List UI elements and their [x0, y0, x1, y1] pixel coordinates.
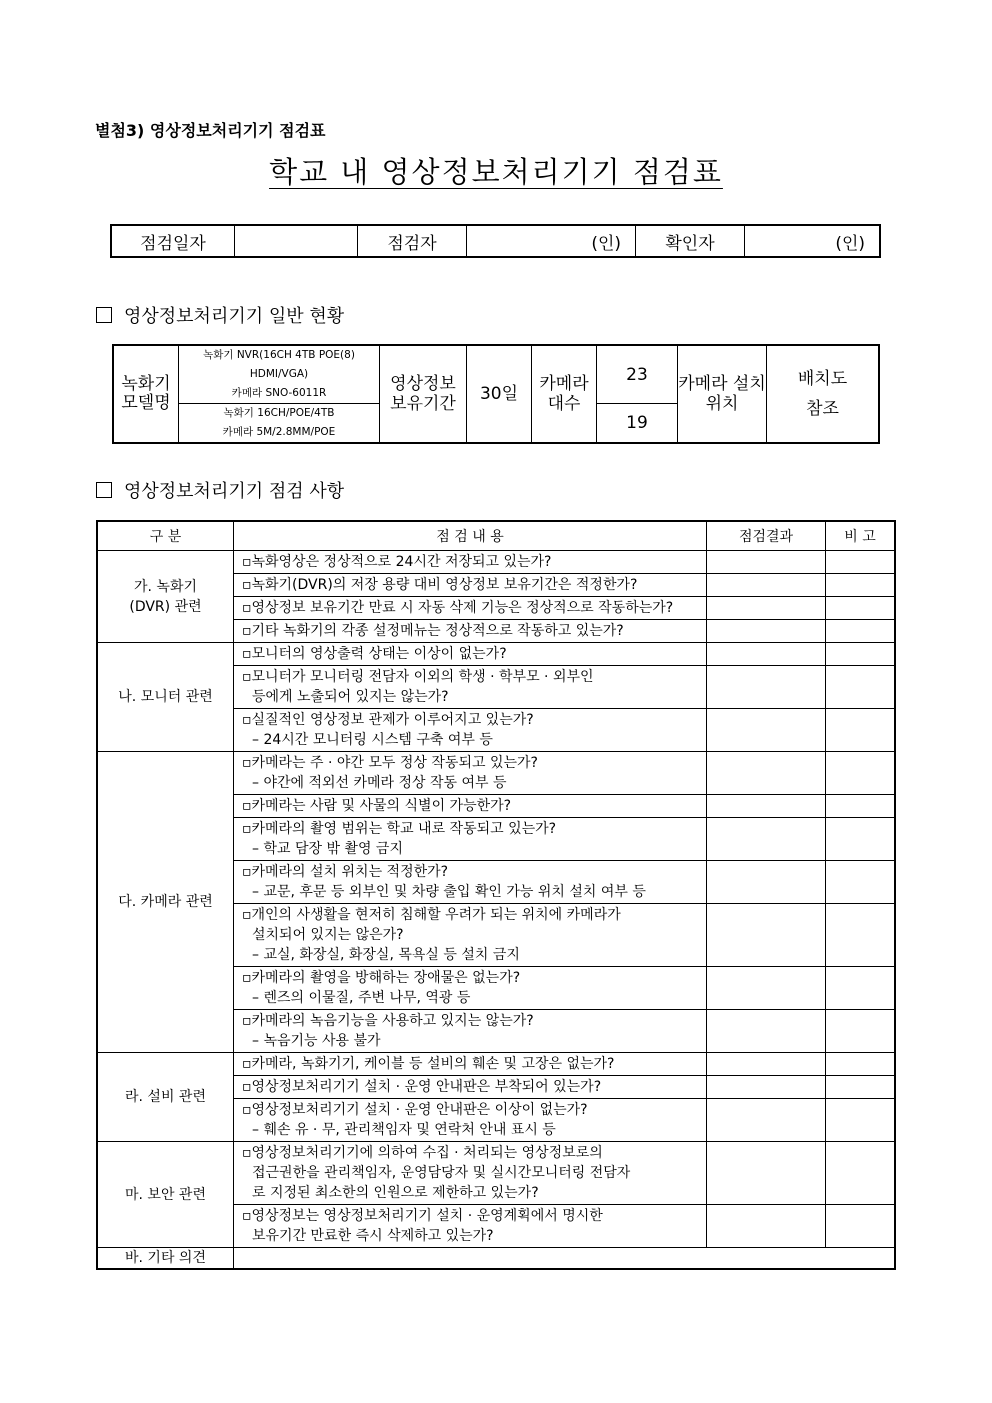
result-cell[interactable] [707, 904, 826, 967]
install-value-line: 참조 [806, 399, 839, 419]
result-cell[interactable] [707, 709, 826, 752]
check-item-question: ▫녹화영상은 정상적으로 24시간 저장되고 있는가? [242, 554, 552, 570]
date-value-field[interactable] [235, 225, 358, 257]
check-item-content [234, 1076, 707, 1099]
result-cell[interactable] [707, 861, 826, 904]
table-row [97, 643, 895, 666]
result-cell[interactable] [707, 1099, 826, 1142]
check-item-content [234, 574, 707, 597]
model-line: 카메라 SNO-6011R [231, 387, 327, 399]
check-item-content [234, 795, 707, 818]
check-item-content [234, 1010, 707, 1053]
check-item-question: ▫영상정보처리기기 설치 · 운영 안내판은 부착되어 있는가? [242, 1079, 602, 1095]
table-row [97, 1248, 895, 1270]
general-status-table [112, 344, 880, 444]
remark-cell[interactable] [826, 643, 896, 666]
check-item-content [234, 1205, 707, 1248]
check-item-question: ▫녹화기(DVR)의 저장 용량 대비 영상정보 보유기간은 적정한가? [242, 577, 638, 593]
header-category: 구 분 [97, 521, 234, 551]
model-line: 카메라 5M/2.8MM/POE [222, 426, 336, 438]
check-item-detail: – 녹음기능 사용 불가 [252, 1033, 381, 1049]
remark-cell[interactable] [826, 574, 896, 597]
page-title-wrap [0, 150, 992, 191]
remark-cell[interactable] [826, 709, 896, 752]
header-remark: 비 고 [826, 521, 896, 551]
checkbox-square-icon [96, 482, 112, 498]
check-item-question: ▫카메라의 설치 위치는 적정한가? [242, 864, 449, 880]
check-item-content [234, 1099, 707, 1142]
remark-cell[interactable] [826, 904, 896, 967]
check-item-detail: – 훼손 유 · 무, 관리책임자 및 연락처 안내 표시 등 [252, 1122, 556, 1138]
remark-cell[interactable] [826, 597, 896, 620]
result-cell[interactable] [707, 597, 826, 620]
section-general-heading [96, 302, 344, 328]
model-line: HDMI/VGA) [249, 368, 309, 380]
result-cell[interactable] [707, 643, 826, 666]
category-label: 마. 보안 관련 [125, 1186, 206, 1203]
retention-value: 30일 [467, 345, 532, 443]
check-item-content [234, 709, 707, 752]
check-item-detail: 보유기간 만료한 즉시 삭제하고 있는가? [252, 1228, 494, 1244]
category-cell [97, 752, 234, 1053]
category-cell [97, 1142, 234, 1248]
camera-count-1: 23 [597, 345, 678, 404]
table-row [97, 1142, 895, 1205]
checklist-table [96, 520, 896, 1270]
result-cell[interactable] [707, 1076, 826, 1099]
model-label: 녹화기 모델명 [113, 345, 179, 443]
result-cell[interactable] [707, 967, 826, 1010]
check-item-detail: 설치되어 있지는 않은가? [252, 927, 404, 943]
remark-cell[interactable] [826, 551, 896, 574]
check-item-content [234, 752, 707, 795]
check-item-question: ▫카메라, 녹화기기, 케이블 등 설비의 훼손 및 고장은 없는가? [242, 1056, 615, 1072]
result-cell[interactable] [707, 752, 826, 795]
check-item-detail: – 학교 담장 밖 촬영 금지 [252, 841, 403, 857]
category-cell [97, 1053, 234, 1142]
check-item-detail: – 교실, 화장실, 화장실, 목욕실 등 설치 금지 [252, 947, 520, 963]
checklist-header-row [97, 521, 895, 551]
remark-cell[interactable] [826, 620, 896, 643]
check-item-question: ▫기타 녹화기의 각종 설정메뉴는 정상적으로 작동하고 있는가? [242, 623, 624, 639]
check-item-content [234, 620, 707, 643]
check-item-detail: 접근권한을 관리책임자, 운영담당자 및 실시간모니터링 전담자 [252, 1165, 631, 1181]
check-item-content [234, 643, 707, 666]
category-label: 나. 모니터 관련 [118, 689, 213, 705]
table-row [97, 551, 895, 574]
check-item-detail: – 렌즈의 이물질, 주변 나무, 역광 등 [252, 990, 471, 1006]
section-general-title: 영상정보처리기기 일반 현황 [124, 306, 345, 327]
category-cell [97, 643, 234, 752]
confirmer-label: 확인자 [636, 225, 745, 257]
category-cell [97, 551, 234, 643]
check-item-content [234, 666, 707, 709]
section-checklist-title: 영상정보처리기기 점검 사항 [124, 481, 345, 502]
other-opinion-field[interactable] [234, 1248, 896, 1270]
install-value-line: 배치도 [797, 369, 848, 389]
page-title: 학교 내 영상정보처리기기 점검표 [269, 155, 723, 189]
check-item-detail: 등에게 노출되어 있지는 않는가? [252, 689, 449, 705]
check-item-content [234, 861, 707, 904]
result-cell[interactable] [707, 551, 826, 574]
table-row [97, 1053, 895, 1076]
confirmer-seal-field[interactable]: (인) [745, 225, 881, 257]
model-cell-1 [179, 345, 380, 404]
check-item-question: ▫카메라의 촬영을 방해하는 장애물은 없는가? [242, 970, 521, 986]
remark-cell[interactable] [826, 967, 896, 1010]
check-item-question: ▫실질적인 영상정보 관제가 이루어지고 있는가? [242, 712, 534, 728]
check-item-question: ▫모니터가 모니터링 전담자 이외의 학생 · 학부모 · 외부인 [242, 669, 594, 685]
remark-cell[interactable] [826, 1205, 896, 1248]
model-line: 녹화기 16CH/POE/4TB [223, 407, 335, 419]
category-label: 다. 카메라 관련 [118, 894, 213, 910]
check-item-detail: 로 지정된 최소한의 인원으로 제한하고 있는가? [252, 1185, 539, 1201]
header-content: 점 검 내 용 [234, 521, 707, 551]
date-label: 점검일자 [111, 225, 235, 257]
check-item-content [234, 1053, 707, 1076]
install-location-value [767, 345, 880, 443]
result-cell[interactable] [707, 1142, 826, 1205]
check-item-content [234, 597, 707, 620]
category-label: 라. 설비 관련 [125, 1089, 206, 1105]
remark-cell[interactable] [826, 795, 896, 818]
result-cell[interactable] [707, 1205, 826, 1248]
category-label: 가. 녹화기 [134, 578, 197, 595]
check-item-content [234, 1142, 707, 1205]
install-location-label: 카메라 설치위치 [678, 345, 767, 443]
inspector-label: 점검자 [358, 225, 467, 257]
attachment-label: 별첨3) 영상정보처리기기 점검표 [95, 121, 326, 140]
check-item-question: ▫카메라의 촬영 범위는 학교 내로 작동되고 있는가? [242, 821, 557, 837]
check-item-question: ▫영상정보는 영상정보처리기기 설치 · 운영계획에서 명시한 [242, 1208, 603, 1224]
remark-cell[interactable] [826, 1099, 896, 1142]
camera-count-2: 19 [597, 404, 678, 444]
remark-cell[interactable] [826, 861, 896, 904]
result-cell[interactable] [707, 795, 826, 818]
result-cell[interactable] [707, 620, 826, 643]
remark-cell[interactable] [826, 1076, 896, 1099]
check-item-question: ▫영상정보처리기기에 의하여 수집 · 처리되는 영상정보로의 [242, 1145, 603, 1161]
remark-cell[interactable] [826, 1010, 896, 1053]
model-cell-2 [179, 404, 380, 444]
table-row [97, 752, 895, 795]
result-cell[interactable] [707, 1010, 826, 1053]
remark-cell[interactable] [826, 1142, 896, 1205]
check-item-question: ▫영상정보 보유기간 만료 시 자동 삭제 기능은 정상적으로 작동하는가? [242, 600, 674, 616]
camera-count-label: 카메라 대수 [532, 345, 597, 443]
check-item-content [234, 551, 707, 574]
remark-cell[interactable] [826, 818, 896, 861]
check-item-question: ▫영상정보처리기기 설치 · 운영 안내판은 이상이 없는가? [242, 1102, 588, 1118]
check-item-detail: – 24시간 모니터링 시스템 구축 여부 등 [252, 732, 493, 748]
retention-label: 영상정보 보유기간 [380, 345, 467, 443]
section-checklist-heading [96, 477, 344, 503]
header-result: 점검결과 [707, 521, 826, 551]
check-item-question: ▫카메라는 사람 및 사물의 식별이 가능한가? [242, 798, 512, 814]
result-cell[interactable] [707, 818, 826, 861]
sign-table [110, 224, 881, 258]
check-item-content [234, 818, 707, 861]
result-cell[interactable] [707, 666, 826, 709]
check-item-question: ▫카메라의 녹음기능을 사용하고 있지는 않는가? [242, 1013, 534, 1029]
check-item-question: ▫카메라는 주 · 야간 모두 정상 작동되고 있는가? [242, 755, 538, 771]
check-item-content [234, 967, 707, 1010]
check-item-content [234, 904, 707, 967]
category-label: (DVR) 관련 [129, 598, 202, 615]
check-item-question: ▫모니터의 영상출력 상태는 이상이 없는가? [242, 646, 507, 662]
check-item-detail: – 야간에 적외선 카메라 정상 작동 여부 등 [252, 775, 507, 791]
remark-cell[interactable] [826, 666, 896, 709]
inspector-seal-field[interactable]: (인) [467, 225, 636, 257]
check-item-question: ▫개인의 사생활을 현저히 침해할 우려가 되는 위치에 카메라가 [242, 907, 621, 923]
remark-cell[interactable] [826, 1053, 896, 1076]
check-item-detail: – 교문, 후문 등 외부인 및 차량 출입 확인 가능 위치 설치 여부 등 [252, 884, 646, 900]
other-opinion-label: 바. 기타 의견 [97, 1248, 234, 1270]
result-cell[interactable] [707, 1053, 826, 1076]
result-cell[interactable] [707, 574, 826, 597]
checkbox-square-icon [96, 307, 112, 323]
model-line: 녹화기 NVR(16CH 4TB POE(8) [203, 349, 355, 361]
remark-cell[interactable] [826, 752, 896, 795]
